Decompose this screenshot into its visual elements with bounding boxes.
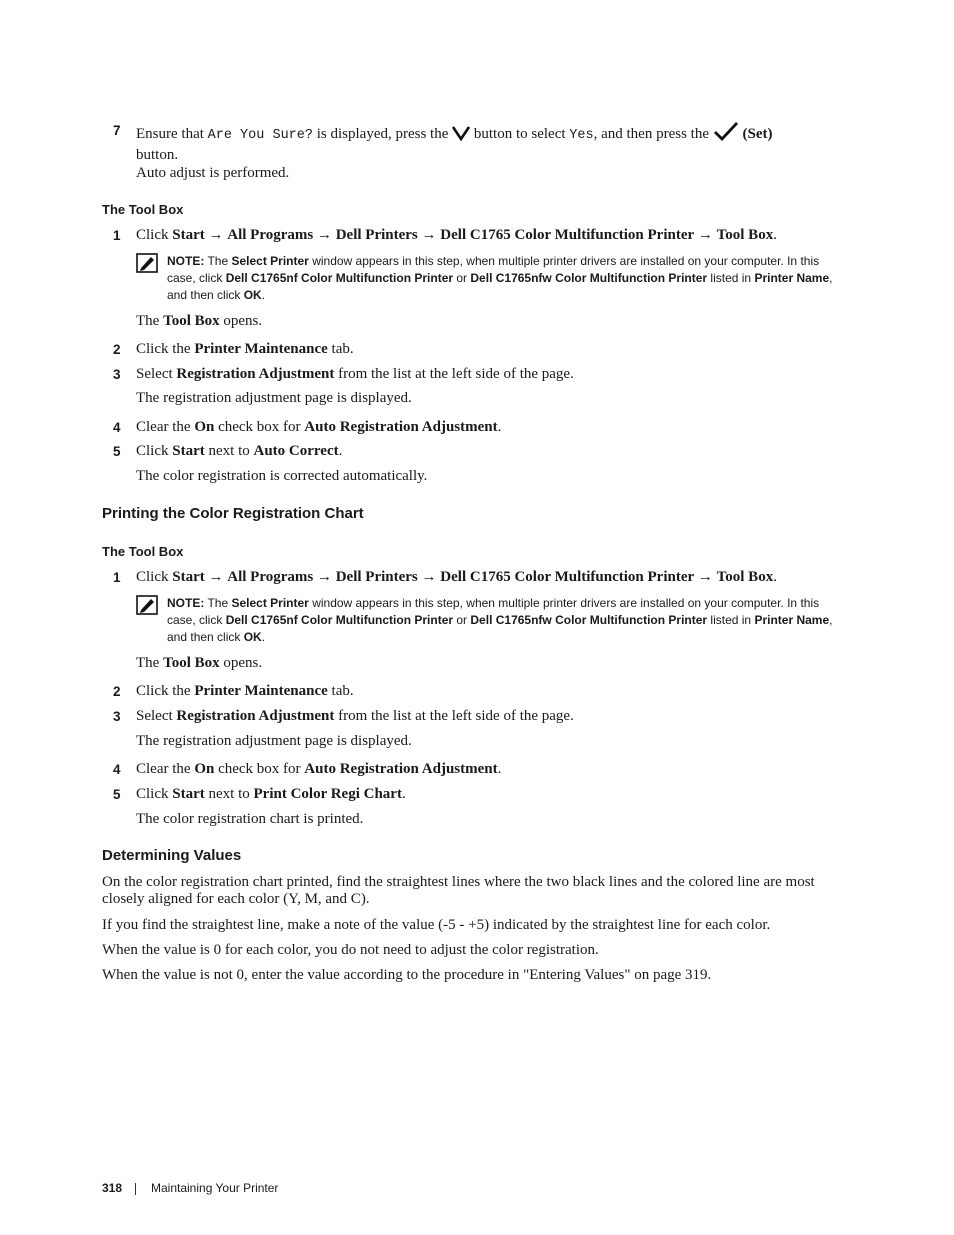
step-result: The color registration is corrected automatically. — [136, 468, 428, 484]
step-result: The Tool Box opens. — [136, 313, 263, 329]
page-footer — [102, 1181, 279, 1195]
footer-divider — [135, 1183, 136, 1195]
note-label: NOTE: — [167, 596, 205, 610]
body-paragraph: When the value is 0 for each color, you do not need to adjust the color registration. — [102, 942, 599, 958]
option-value: Yes — [569, 128, 594, 143]
footer-title: Maintaining Your Printer — [151, 1181, 279, 1195]
note-label: NOTE: — [167, 254, 205, 268]
pencil-note-icon — [136, 253, 158, 273]
pencil-note-icon — [136, 595, 158, 615]
step-result: Auto adjust is performed. — [136, 165, 290, 181]
body-paragraph: When the value is not 0, enter the value according to the procedure in "Entering Values" on page 319. — [102, 967, 712, 983]
step-result: The registration adjustment page is displayed. — [136, 733, 412, 749]
note-text: NOTE: The Select Printer window appears in this step, when multiple printer drivers are installed on your computer. In this case, click Dell C1765nf Color Multifunction Printer or Dell C1765nfw Color Multifunction Printer listed in Printer Name, and then click OK. — [167, 596, 833, 644]
step-result: The registration adjustment page is displayed. — [136, 390, 412, 406]
subheading-tool-box: The Tool Box — [102, 544, 184, 559]
checkmark-icon — [713, 121, 739, 146]
body-paragraph: If you find the straightest line, make a note of the value (-5 - +5) indicated by the straightest line for each color. — [102, 917, 771, 933]
display-message: Are You Sure? — [207, 128, 313, 143]
subheading-tool-box: The Tool Box — [102, 202, 184, 217]
page-number: 318 — [102, 1181, 123, 1195]
step-result: The color registration chart is printed. — [136, 811, 364, 827]
body-paragraph: On the color registration chart printed, find the straightest lines where the two black lines and the colored line are most closely aligned for each color (Y, M, and C). — [102, 874, 815, 907]
note-text: NOTE: The Select Printer window appears in this step, when multiple printer drivers are installed on your computer. In this case, click Dell C1765nf Color Multifunction Printer or Dell C1765nfw Color Multifunction Printer listed in Printer Name, and then click OK. — [167, 254, 833, 302]
step-result: The Tool Box opens. — [136, 655, 263, 671]
section-title: Determining Values — [102, 847, 242, 864]
manual-page: 7 Ensure that Are You Sure? is displayed, press the button to select Yes, and then press the (Set) button. Auto adjust is performed. The Tool Box 1 Click Start → All Programs → Dell Printers → Dell C1765 Color Multifunction Printer → Tool Box. NOTE: The Select Printer window appears in this step, when multiple printer drivers are installed on your computer. In this case, click Dell C1765nf Color Multifunction Printer or Dell C1765nfw Color Multifunction Printer listed in Printer Name, and then click OK. The Tool Box opens. 2 Click the Printer Maintenance tab. 3 Select Registration Adjustment from the list at the left side of the page. The registration adjustment page is displayed. 4 Clear the On check box for Auto Registration Adjustment. 5 Click Start next to Auto Correct. The color registration is corrected automatically. Printing the Color Registration Chart The Tool Box 1 Click Start → All Programs → Dell Printers → Dell C1765 Color Multifunction Printer → Tool Box. NOTE: The Select Printer window appears in this step, when multiple printer drivers are installed on your computer. In this case, click Dell C1765nf Color Multifunction Printer or Dell C1765nfw Color Multifunction Printer listed in Printer Name, and then click OK. The Tool Box opens. 2 Click the Printer Maintenance tab. 3 Select Registration Adjustment from the list at the left side of the page. The registration adjustment page is displayed. 4 Clear the On check box for Auto Registration Adjustment. 5 Click Start next to Print Color Regi Chart. The color registration chart is printed. Determining Values On the color registration chart printed, find the straightest lines where the two black lines and the colored line are most closely aligned for each color (Y, M, and C). If you find the straightest line, make a note of the value (-5 - +5) indicated by the straightest line for each color. When the value is 0 for each color, you do not need to adjust the color registration. When the value is not 0, enter the value according to the procedure in "Entering Values" on page 319. 318 Maintaining Your Printer — [0, 0, 954, 1235]
step-number: 7 — [113, 123, 121, 138]
section-title: Printing the Color Registration Chart — [102, 505, 364, 522]
chevron-down-icon — [452, 125, 470, 146]
step-text: Ensure that Are You Sure? is displayed, press the button to select Yes, and then press the (Set) button. — [136, 121, 836, 164]
